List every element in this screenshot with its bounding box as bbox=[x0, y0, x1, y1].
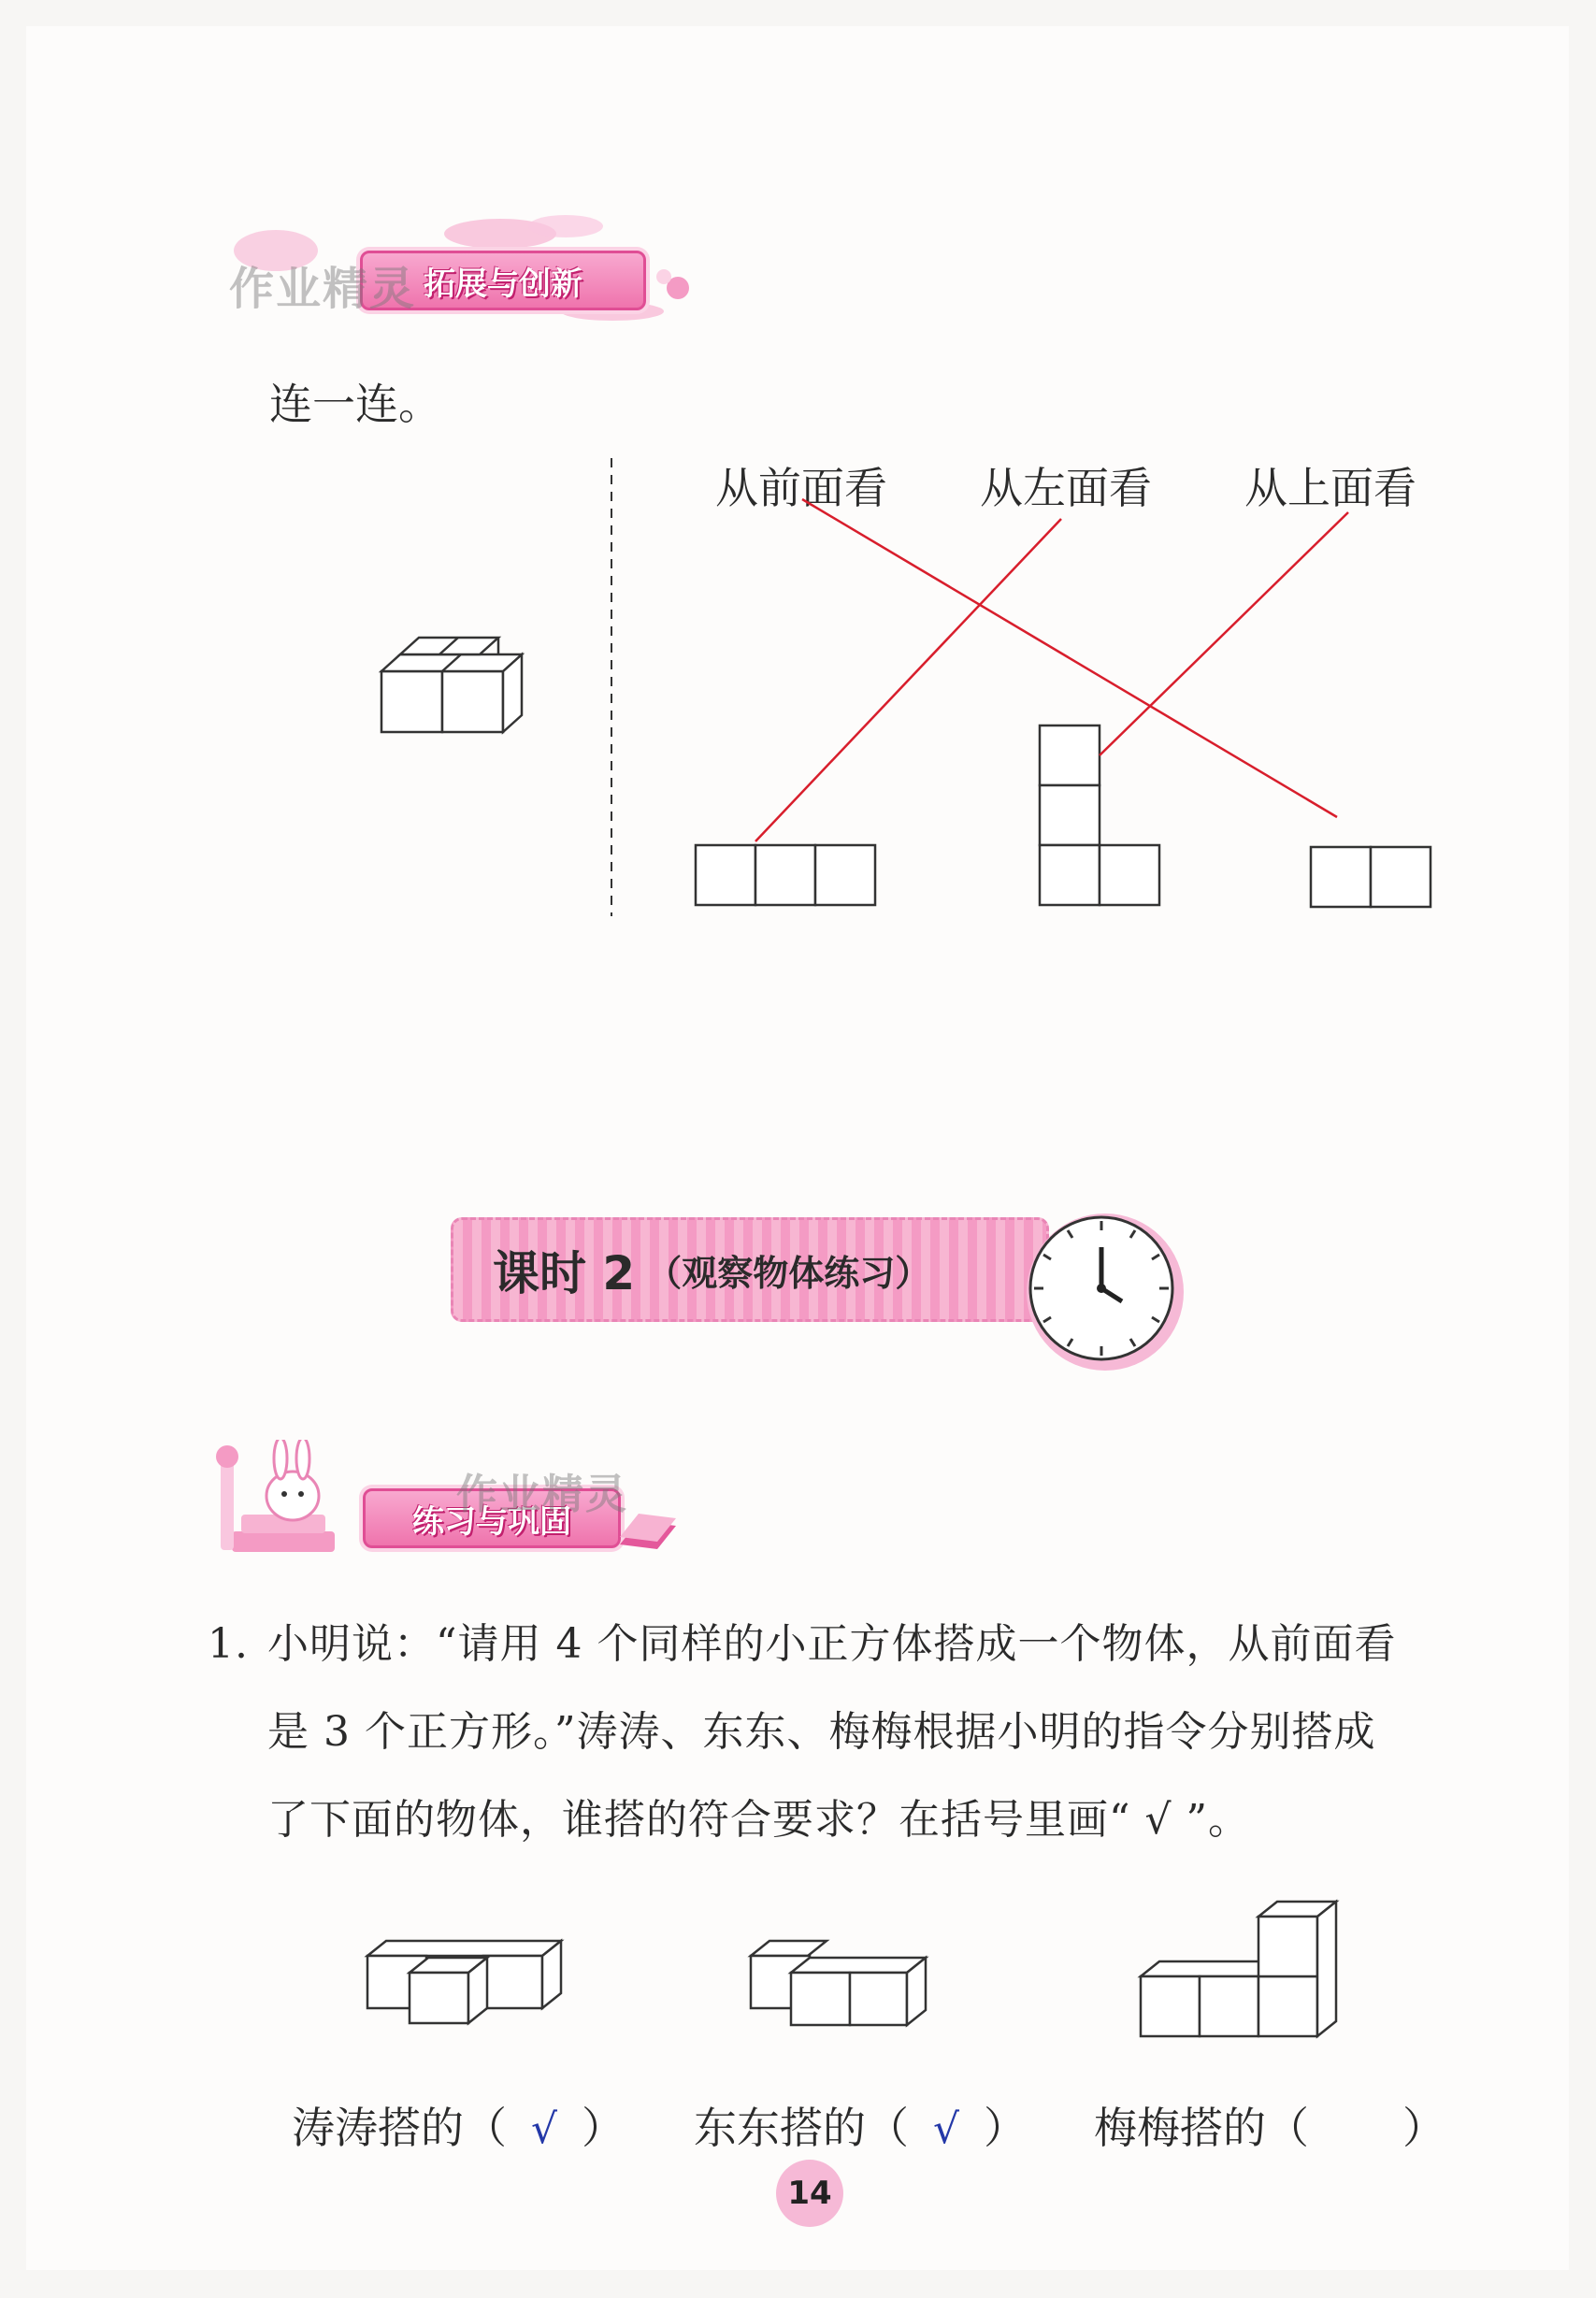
instruction-connect: 连一连。 bbox=[269, 379, 441, 429]
label-front-view: 从前面看 bbox=[715, 463, 887, 513]
watermark-text: 作业精灵 bbox=[456, 1471, 628, 1518]
answer-checkmark[interactable]: √ bbox=[530, 2105, 558, 2153]
cube-objects bbox=[0, 1889, 1596, 2122]
section-banner-practice bbox=[213, 1440, 699, 1571]
lesson-title: 课时 2 bbox=[493, 1246, 636, 1300]
view-three-in-row bbox=[696, 845, 875, 905]
option-label: 东东搭的（ bbox=[694, 2103, 909, 2153]
option-dongdong bbox=[694, 2094, 1027, 2156]
question-line-3: 了下面的物体，谁搭的符合要求？在括号里画“ √ ”。 bbox=[267, 1796, 1250, 1844]
object-dongdong bbox=[751, 1941, 926, 2025]
option-label: 梅梅搭的（ bbox=[1094, 2103, 1309, 2153]
lesson-subtitle: （观察物体练习） bbox=[646, 1252, 931, 1294]
banner-title: 练习与巩固 bbox=[363, 1488, 621, 1548]
option-close: ） bbox=[984, 2103, 1027, 2153]
watermark-text: 作业精灵 bbox=[229, 263, 417, 315]
matching-diagram bbox=[0, 0, 1596, 982]
answer-checkmark[interactable]: √ bbox=[932, 2105, 960, 2153]
label-top-view: 从上面看 bbox=[1244, 463, 1416, 513]
view-l-shape bbox=[1040, 725, 1159, 905]
label-left-view: 从左面看 bbox=[980, 463, 1152, 513]
option-taotao bbox=[292, 2094, 625, 2156]
solid-object-left bbox=[381, 638, 522, 732]
rabbit-reading-icon bbox=[213, 1440, 372, 1571]
question-number: 1. bbox=[208, 1620, 249, 1668]
object-taotao bbox=[367, 1941, 561, 2023]
banner-title: 拓展与创新 bbox=[360, 251, 646, 310]
lesson-title-banner bbox=[451, 1217, 1049, 1322]
page-number: 14 bbox=[776, 2160, 843, 2227]
object-meimei bbox=[1141, 1902, 1336, 2036]
question-line-2: 是 3 个正方形。”涛涛、东东、梅梅根据小明的指令分别搭成 bbox=[267, 1708, 1376, 1756]
option-label: 涛涛搭的（ bbox=[292, 2103, 507, 2153]
option-meimei bbox=[1094, 2094, 1445, 2156]
clock-icon bbox=[1019, 1206, 1192, 1379]
view-two-in-row bbox=[1311, 847, 1431, 907]
book-icon bbox=[615, 1498, 681, 1554]
option-close: ） bbox=[582, 2103, 625, 2153]
question-line-1: 小明说：“请用 4 个同样的小正方体搭成一个物体，从前面看 bbox=[267, 1620, 1397, 1668]
option-close: ） bbox=[1402, 2103, 1445, 2153]
